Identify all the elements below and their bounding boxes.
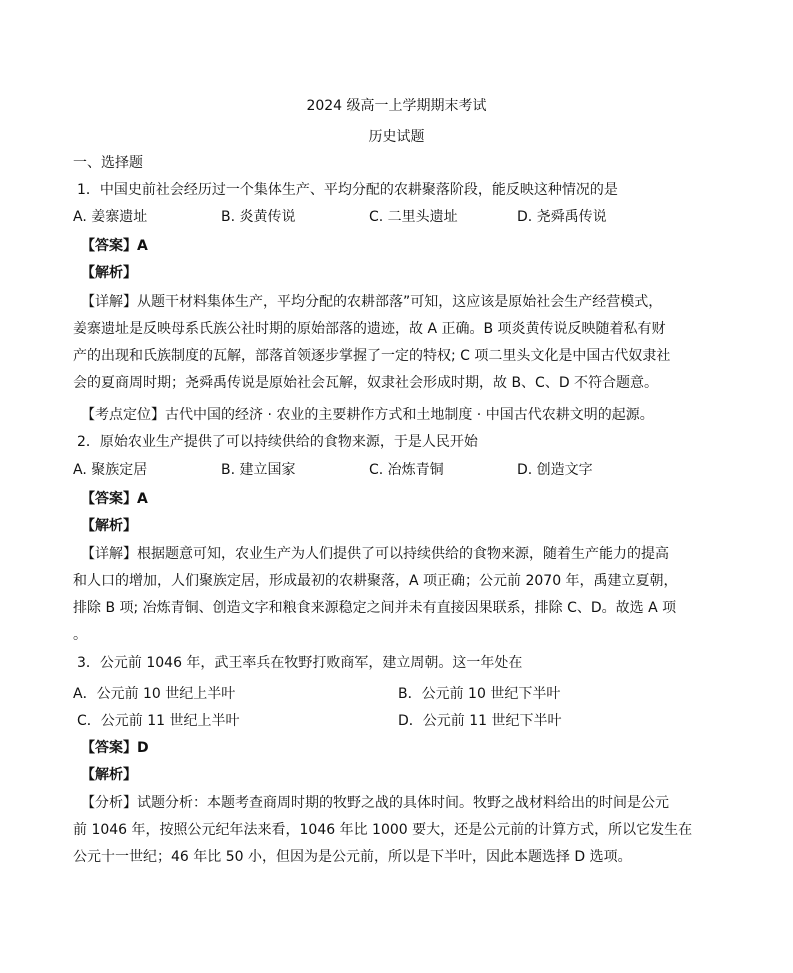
q3-answer: 【答案】D bbox=[81, 740, 149, 756]
q3-detail-line: 【分析】试题分析：本题考查商周时期的牧野之战的具体时间。牧野之战材料给出的时间是公元 bbox=[81, 795, 669, 811]
q1-detail-line: 会的夏商周时期；尧舜禹传说是原始社会瓦解，奴隶社会形成时期，故 B、C、D 不符合题意。 bbox=[73, 375, 659, 391]
question-2-stem: 2．原始农业生产提供了可以持续供给的食物来源，于是人民开始 bbox=[77, 434, 478, 450]
exam-subtitle: 历史试题 bbox=[368, 129, 425, 145]
q1-analysis-label: 【解析】 bbox=[81, 265, 137, 281]
q1-answer: 【答案】A bbox=[81, 238, 148, 254]
q1-detail-line: 姜寨遗址是反映母系氏族公社时期的原始部落的遗迹，故 A 正确。B 项炎黄传说反映随着私有财 bbox=[73, 321, 666, 337]
q3-option-b: B．公元前 10 世纪下半叶 bbox=[398, 686, 561, 702]
q2-option-a: A. 聚族定居 bbox=[73, 462, 148, 478]
section-heading: 一、选择题 bbox=[73, 155, 143, 171]
q3-detail-line: 前 1046 年，按照公元纪年法来看，1046 年比 1000 要大，还是公元前的计算方式，所以它发生在 bbox=[73, 822, 693, 838]
question-3-stem: 3．公元前 1046 年，武王率兵在牧野打败商军，建立周朝。这一年处在 bbox=[77, 655, 523, 671]
q2-detail-line: 【详解】根据题意可知，农业生产为人们提供了可以持续供给的食物来源，随着生产能力的提高 bbox=[81, 546, 669, 562]
q1-detail-line: 产的出现和氏族制度的瓦解，部落首领逐步掌握了一定的特权; C 项二里头文化是中国古代奴隶社 bbox=[73, 348, 671, 364]
q1-detail-line: 【详解】从题干材料集体生产，平均分配的农耕部落”可知，这应该是原始社会生产经营模式， bbox=[81, 294, 663, 310]
q2-analysis-label: 【解析】 bbox=[81, 518, 137, 534]
q3-option-a: A．公元前 10 世纪上半叶 bbox=[73, 686, 236, 702]
q3-option-c: C．公元前 11 世纪上半叶 bbox=[77, 713, 240, 729]
q2-option-c: C. 冶炼青铜 bbox=[369, 462, 444, 478]
exam-title: 2024 级高一上学期期末考试 bbox=[306, 98, 487, 114]
q1-option-c: C. 二里头遗址 bbox=[369, 209, 458, 225]
q2-answer: 【答案】A bbox=[81, 491, 148, 507]
q2-option-d: D. 创造文字 bbox=[517, 462, 593, 478]
question-1-stem: 1．中国史前社会经历过一个集体生产、平均分配的农耕聚落阶段，能反映这种情况的是 bbox=[77, 182, 618, 198]
q1-kaodian: 【考点定位】古代中国的经济 · 农业的主要耕作方式和土地制度 · 中国古代农耕文明的起源。 bbox=[81, 407, 654, 423]
q3-detail-line: 公元十一世纪；46 年比 50 小，但因为是公元前，所以是下半叶，因此本题选择 D 选项。 bbox=[73, 849, 632, 865]
q2-detail-line: 。 bbox=[73, 627, 87, 643]
q1-option-d: D. 尧舜禹传说 bbox=[517, 209, 607, 225]
q2-detail-line: 排除 B 项; 冶炼青铜、创造文字和粮食来源稳定之间并未有直接因果联系，排除 C、D。故选 A 项 bbox=[73, 600, 677, 616]
q2-detail-line: 和人口的增加，人们聚族定居，形成最初的农耕聚落，A 项正确；公元前 2070 年，禹建立夏朝， bbox=[73, 573, 678, 589]
q3-option-d: D．公元前 11 世纪下半叶 bbox=[398, 713, 562, 729]
q3-analysis-label: 【解析】 bbox=[81, 767, 137, 783]
q1-option-b: B. 炎黄传说 bbox=[221, 209, 296, 225]
q2-option-b: B. 建立国家 bbox=[221, 462, 296, 478]
q1-option-a: A. 姜寨遗址 bbox=[73, 209, 148, 225]
